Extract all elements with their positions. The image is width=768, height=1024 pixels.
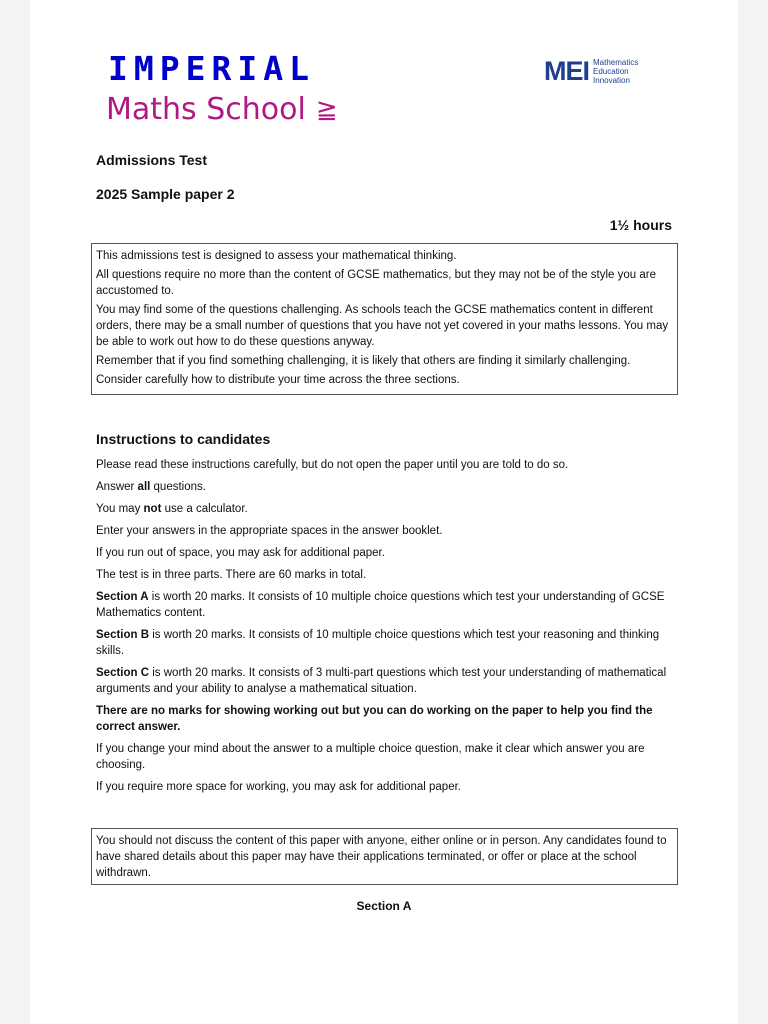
warning-text: You should not discuss the content of this paper with anyone, either online or in person. Any candidates found to have shared details about this paper may have their applications terminated, or offer or place at the school withdrawn. bbox=[96, 835, 667, 879]
instruction-section-b: Section B is worth 20 marks. It consists of 10 multiple choice questions which test your reasoning and thinking skills. bbox=[96, 629, 660, 657]
mei-line-2: Education bbox=[593, 67, 629, 76]
instruction-more-space: If you require more space for working, you may ask for additional paper. bbox=[96, 781, 461, 793]
document-page bbox=[30, 0, 738, 1024]
warning-box bbox=[91, 828, 678, 885]
intro-box bbox=[91, 243, 678, 395]
mei-logo bbox=[544, 58, 638, 85]
test-title: Admissions Test bbox=[96, 152, 207, 168]
instruction-no-marks-working: There are no marks for showing working out but you can do working on the paper to help you find the correct answer. bbox=[96, 705, 653, 733]
instructions-heading: Instructions to candidates bbox=[96, 431, 271, 447]
maths-school-logo bbox=[106, 92, 338, 127]
mei-line-3: Innovation bbox=[593, 76, 630, 85]
instruction-section-c: Section C is worth 20 marks. It consists of 3 multi-part questions which test your understanding of mathematical arguments and your ability to analyse a mathematical situation. bbox=[96, 667, 667, 695]
mei-tagline bbox=[593, 58, 638, 85]
instruction-three-parts: The test is in three parts. There are 60 marks in total. bbox=[96, 569, 367, 581]
mei-mark: MEI bbox=[544, 56, 590, 86]
intro-line: You may find some of the questions challenging. As schools teach the GCSE mathematics content in different orders, there may be a small number of questions that you have not yet covered in your maths lessons. You may be able to work out how to do these questions anyway. bbox=[96, 304, 669, 348]
instruction-change-mind: If you change your mind about the answer to a multiple choice question, make it clear which answer you are choosing. bbox=[96, 743, 645, 771]
mei-line-1: Mathematics bbox=[593, 58, 639, 67]
instruction-read: Please read these instructions carefully, but do not open the paper until you are told to do so. bbox=[96, 459, 569, 471]
instructions-section bbox=[96, 430, 686, 801]
instruction-calculator: You may not use a calculator. bbox=[96, 503, 248, 515]
instruction-section-a: Section A is worth 20 marks. It consists of 10 multiple choice questions which test your understanding of GCSE Mathematics content. bbox=[96, 591, 665, 619]
intro-line: This admissions test is designed to assess your mathematical thinking. bbox=[96, 250, 457, 262]
paper-title: 2025 Sample paper 2 bbox=[96, 186, 235, 202]
instruction-enter-answers: Enter your answers in the appropriate spaces in the answer booklet. bbox=[96, 525, 443, 537]
intro-line: All questions require no more than the content of GCSE mathematics, but they may not be of the style you are accustomed to. bbox=[96, 269, 656, 297]
maths-school-text: Maths School bbox=[106, 92, 306, 127]
intro-line: Remember that if you find something challenging, it is likely that others are finding it similarly challenging. bbox=[96, 355, 631, 367]
duration: 1½ hours bbox=[609, 217, 672, 233]
instruction-run-out: If you run out of space, you may ask for additional paper. bbox=[96, 547, 385, 559]
section-a-heading: Section A bbox=[356, 899, 412, 913]
instruction-answer-all: Answer all questions. bbox=[96, 481, 206, 493]
intro-line: Consider carefully how to distribute your time across the three sections. bbox=[96, 374, 460, 386]
imperial-logo: IMPERIAL bbox=[108, 49, 315, 88]
geq-symbol-icon: ≧ bbox=[315, 95, 338, 125]
